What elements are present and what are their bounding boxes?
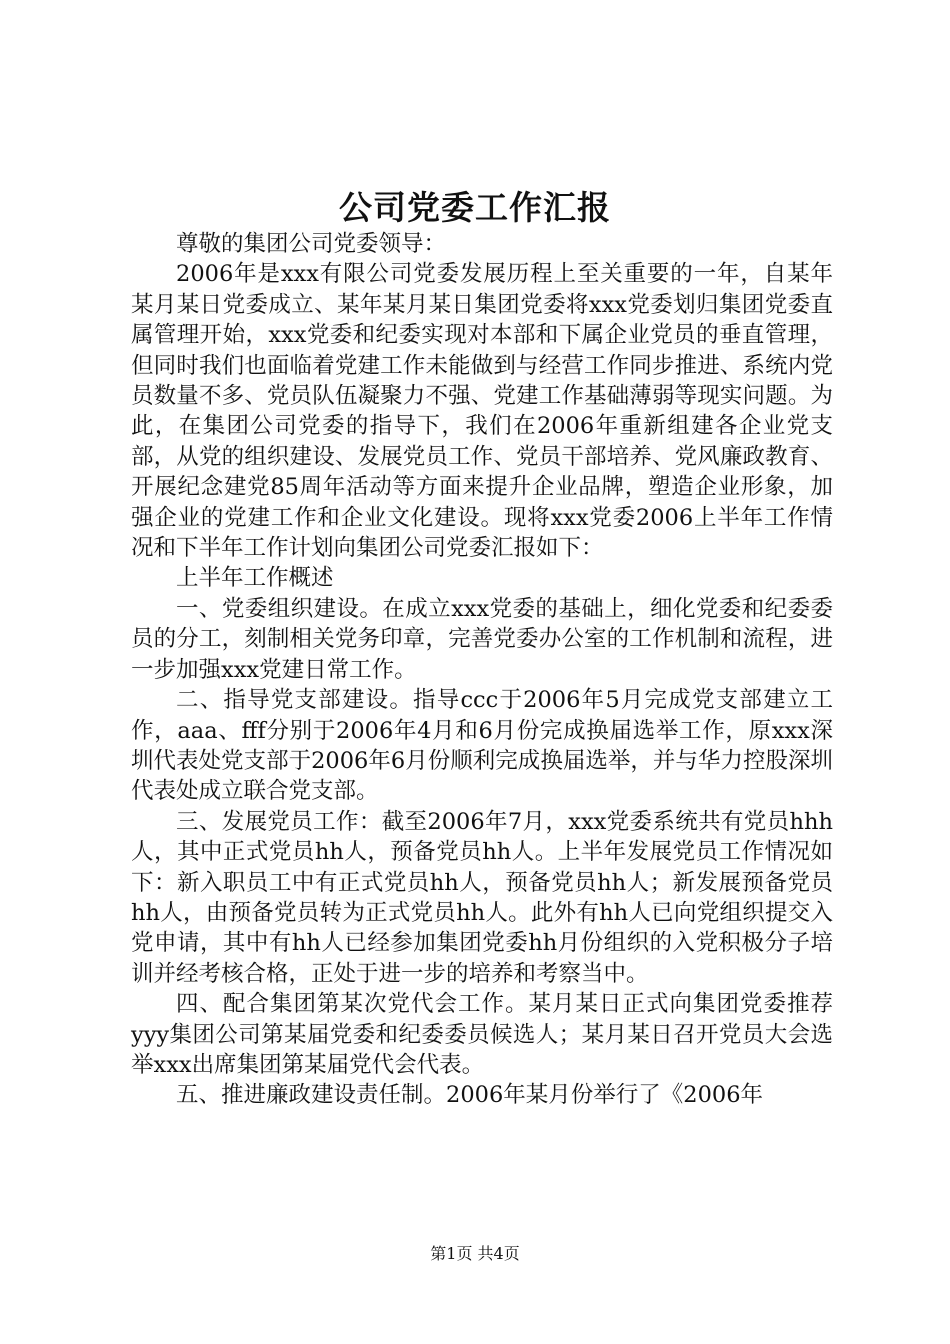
- item-1-paragraph: 一、党委组织建设。在成立xxx党委的基础上，细化党委和纪委委员的分工，刻制相关党务印章，完善党委办公室的工作机制和流程，进一步加强xxx党建日常工作。: [131, 595, 833, 683]
- page-number-footer: 第1页 共4页: [430, 1244, 520, 1263]
- intro-paragraph: 2006年是xxx有限公司党委发展历程上至关重要的一年，自某年某月某日党委成立、某年某月某日集团党委将xxx党委划归集团党委直属管理开始，xxx党委和纪委实现对本部和下属企业党员的垂直管理，但同时我们也面临着党建工作未能做到与经营工作同步推进、系统内党员数量不多、党员队伍凝聚力不强、党建工作基础薄弱等现实问题。为此，在集团公司党委的指导下，我们在2006年重新组建各企业党支部，从党的组织建设、发展党员工作、党员干部培养、党风廉政教育、开展纪念建党85周年活动等方面来提升企业品牌，塑造企业形象，加强企业的党建工作和企业文化建设。现将xxx党委2006上半年工作情况和下半年工作计划向集团公司党委汇报如下：: [131, 261, 833, 562]
- document-title: 公司党委工作汇报: [339, 188, 611, 227]
- item-3-paragraph: 三、发展党员工作：截至2006年7月，xxx党委系统共有党员hhh人，其中正式党员hh人，预备党员hh人。上半年发展党员工作情况如下：新入职员工中有正式党员hh人，预备党员hh人；新发展预备党员hh人，由预备党员转为正式党员hh人。此外有hh人已向党组织提交入党申请，其中有hh人已经参加集团党委hh月份组织的入党积极分子培训并经考核合格，正处于进一步的培养和考察当中。: [131, 808, 833, 987]
- section-heading: 上半年工作概述: [176, 565, 334, 592]
- item-5-paragraph: 五、推进廉政建设责任制。2006年某月份举行了《2006年: [176, 1082, 764, 1109]
- item-2-paragraph: 二、指导党支部建设。指导ccc于2006年5月完成党支部建立工作，aaa、fff分别于2006年4月和6月份完成换届选举工作，原xxx深圳代表处党支部于2006年6月份顺利完成换届选举，并与华力控股深圳代表处成立联合党支部。: [131, 687, 833, 805]
- salutation-paragraph: 尊敬的集团公司党委领导：: [176, 231, 447, 257]
- document-body: [131, 229, 833, 1111]
- item-4-paragraph: 四、配合集团第某次党代会工作。某月某日正式向集团党委推荐yyy集团公司第某届党委和纪委委员候选人；某月某日召开党员大会选举xxx出席集团第某届党代会代表。: [131, 991, 833, 1078]
